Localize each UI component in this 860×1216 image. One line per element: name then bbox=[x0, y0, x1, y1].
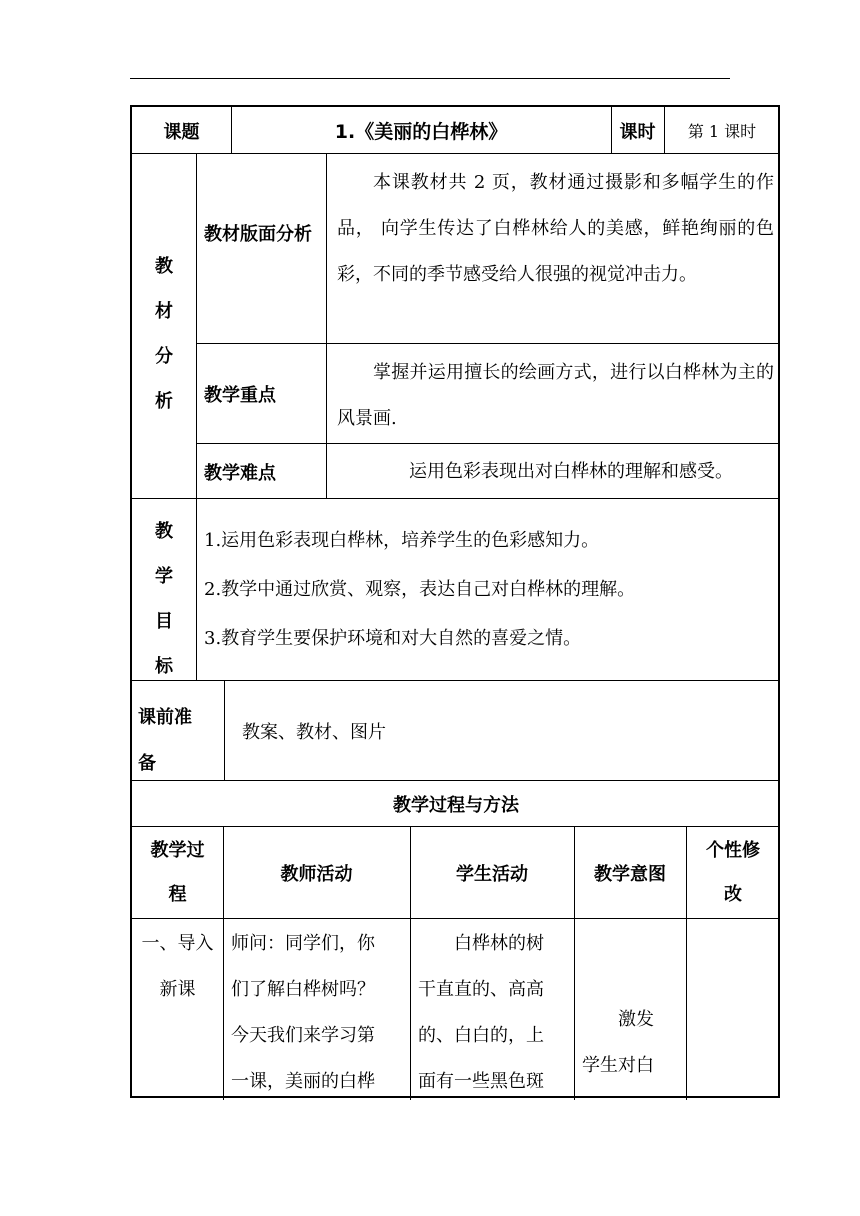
column-student-header: 学生活动 bbox=[456, 864, 528, 885]
difficulty-text: 运用色彩表现出对白桦林的理解和感受。 bbox=[409, 460, 733, 482]
period-value: 第 1 课时 bbox=[687, 122, 757, 141]
analysis-label: 教 材 分 析 bbox=[155, 256, 173, 412]
prep-value: 教案、教材、图片 bbox=[242, 722, 386, 743]
column-intent-header: 教学意图 bbox=[594, 864, 666, 885]
key-point-label: 教学重点 bbox=[204, 385, 276, 406]
period-label: 课时 bbox=[619, 121, 656, 143]
goals-label: 教 学 目 标 bbox=[155, 521, 173, 677]
difficulty-label: 教学难点 bbox=[204, 462, 276, 484]
column-teacher-header: 教师活动 bbox=[280, 864, 353, 885]
row-intent-cell: 激发 学生对白 bbox=[582, 1009, 654, 1076]
layout-analysis-text: 本课教材共 2 页，教材通过摄影和多幅学生的作品， 向学生传达了白桦林给人的美感，鲜艳绚丽的色彩，不同的季节感受给人很强的视觉冲击力。 bbox=[337, 172, 774, 285]
process-section-title: 教学过程与方法 bbox=[393, 795, 519, 816]
row-personal-cell bbox=[686, 919, 780, 1099]
goal-item: 3.教育学生要保护环境和对大自然的喜爱之情。 bbox=[204, 628, 582, 649]
layout-analysis-label: 教材版面分析 bbox=[204, 224, 312, 245]
column-step-header: 教学过 程 bbox=[150, 840, 205, 905]
course-title: 1.《美丽的白桦林》 bbox=[334, 121, 508, 143]
prep-label: 课前准 备 bbox=[138, 707, 192, 774]
row-teacher-cell: 师问：同学们，你 们了解白桦树吗？ 今天我们来学习第 一课，美丽的白桦 bbox=[231, 933, 375, 1092]
row-student-cell: 白桦林的树 干直直的、高高 的、白白的，上 面有一些黑色斑 bbox=[418, 933, 544, 1092]
column-personal-header: 个性修 改 bbox=[706, 840, 760, 905]
course-label: 课题 bbox=[163, 121, 200, 143]
key-point-text: 掌握并运用擅长的绘画方式，进行以白桦林为主的风景画. bbox=[337, 362, 774, 429]
lesson-plan-table bbox=[130, 105, 780, 1098]
goal-item: 1.运用色彩表现白桦林，培养学生的色彩感知力。 bbox=[204, 530, 600, 551]
row-step-cell: 一、导入 新课 bbox=[141, 933, 214, 1000]
goal-item: 2.教学中通过欣赏、观察，表达自己对白桦林的理解。 bbox=[204, 579, 636, 600]
header-rule bbox=[130, 78, 730, 79]
